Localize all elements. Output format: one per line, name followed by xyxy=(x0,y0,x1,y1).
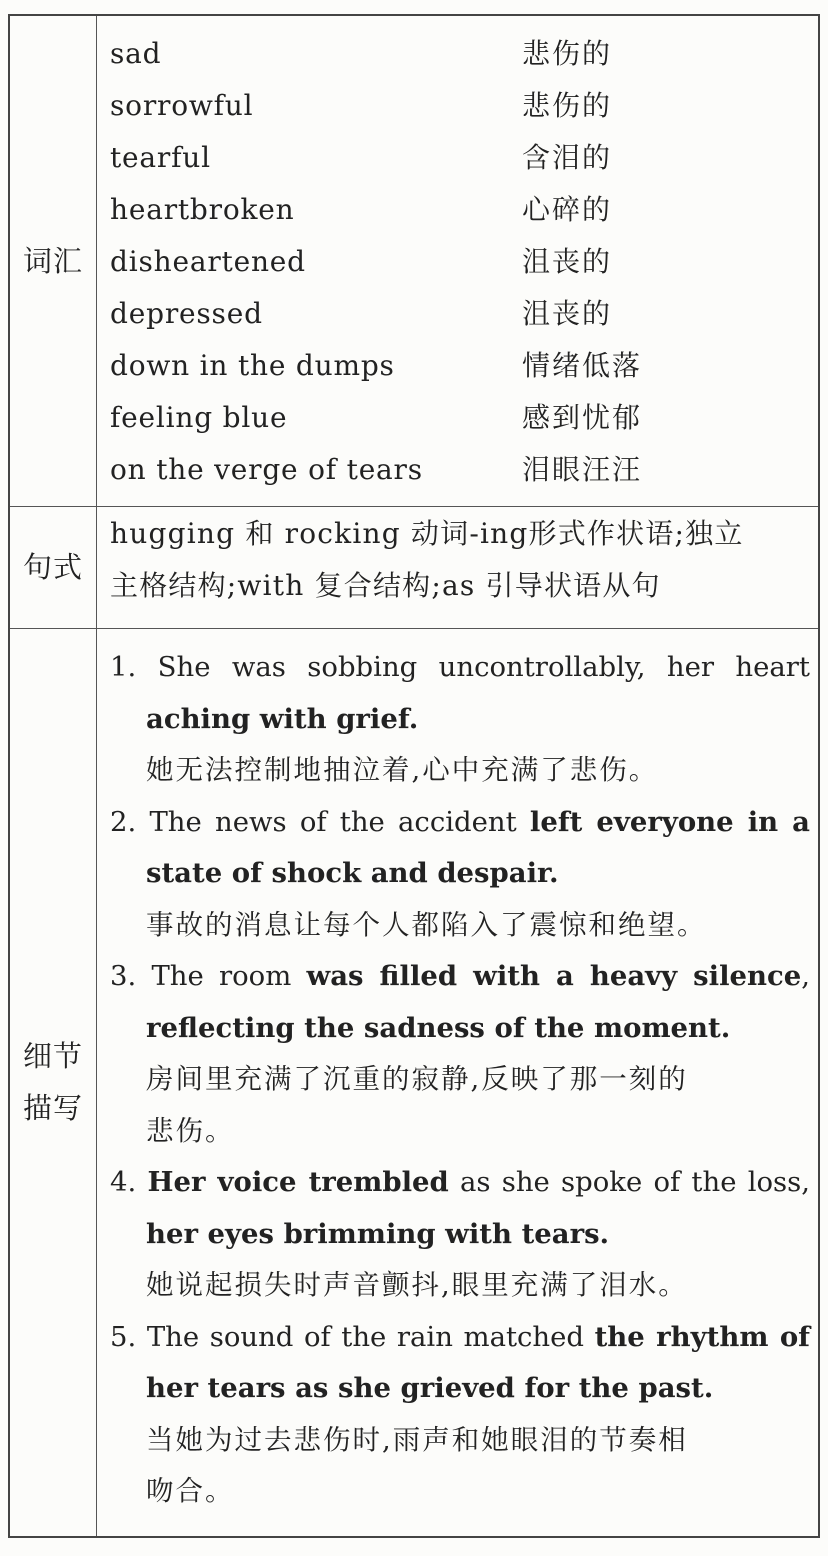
item-number: 5. xyxy=(110,1320,137,1353)
detail-zh-line: 房间里充满了沉重的寂静,反映了那一刻的 xyxy=(146,1063,688,1095)
vocab-chinese: 悲伤的 xyxy=(522,89,613,122)
detail-en-line xyxy=(110,848,810,900)
detail-en-line xyxy=(110,1363,810,1415)
detail-zh-line: 悲伤。 xyxy=(146,1114,235,1147)
item-number: 2. xyxy=(110,805,137,838)
detail-en-line xyxy=(110,694,810,746)
sentence-content xyxy=(96,506,818,628)
detail-zh-line: 吻合。 xyxy=(146,1475,235,1507)
vocab-english: on the verge of tears xyxy=(110,453,423,486)
vocab-chinese: 沮丧的 xyxy=(522,297,613,330)
vocab-english: tearful xyxy=(110,141,211,174)
sentence-row xyxy=(10,506,818,629)
detail-en-line xyxy=(110,642,810,694)
detail-en-line xyxy=(110,1312,810,1364)
detail-zh-line: 事故的消息让每个人都陷入了震惊和绝望。 xyxy=(146,908,707,941)
detail-en-text: , xyxy=(801,960,810,992)
detail-item xyxy=(110,797,810,952)
detail-en-bold: aching with grief. xyxy=(146,702,419,735)
detail-item xyxy=(110,642,810,797)
sentence-line: 主格结构;with 复合结构;as 引导状语从句 xyxy=(110,569,661,602)
detail-label-line: 描写 xyxy=(22,1091,83,1125)
detail-zh-line: 她说起损失时声音颤抖,眼里充满了泪水。 xyxy=(146,1269,688,1301)
detail-en-bold: reflecting the sadness of the moment. xyxy=(146,1011,731,1044)
vocab-english: sorrowful xyxy=(110,89,254,122)
detail-en-text: The news of the accident xyxy=(149,805,530,838)
sentence-label: 句式 xyxy=(10,506,97,628)
detail-en-line xyxy=(110,1003,810,1055)
detail-en-bold: the rhythm of xyxy=(594,1320,810,1353)
detail-en-bold: her tears as she grieved for the past. xyxy=(146,1372,714,1404)
detail-en-line xyxy=(110,797,810,849)
vocab-chinese: 感到忧郁 xyxy=(522,401,643,434)
detail-en-text: The room xyxy=(151,960,307,992)
detail-en-line xyxy=(110,1157,810,1209)
detail-zh-line: 当她为过去悲伤时,雨声和她眼泪的节奏相 xyxy=(146,1423,688,1456)
vocab-content xyxy=(96,16,818,506)
vocab-chinese: 含泪的 xyxy=(522,141,613,174)
sentence-line: hugging 和 rocking 动词-ing形式作状语;独立 xyxy=(110,517,744,550)
detail-row xyxy=(10,628,818,1536)
detail-en-text: The sound of the rain matched xyxy=(146,1320,595,1353)
item-number: 4. xyxy=(110,1166,137,1198)
detail-en-bold: was filled with a heavy silence xyxy=(306,960,802,992)
summary-table xyxy=(8,14,820,1538)
item-number: 1. xyxy=(110,651,137,683)
detail-en-bold: her eyes brimming with tears. xyxy=(146,1217,610,1250)
detail-en-text: She was sobbing uncontrollably, her heart xyxy=(157,651,810,683)
vocab-english: heartbroken xyxy=(110,193,295,226)
vocab-chinese: 心碎的 xyxy=(522,193,613,226)
detail-zh-line: 她无法控制地抽泣着,心中充满了悲伤。 xyxy=(146,754,659,786)
detail-en-bold: state of shock and despair. xyxy=(146,857,559,889)
vocab-chinese: 沮丧的 xyxy=(522,245,613,278)
vocab-english: sad xyxy=(110,37,162,70)
item-number: 3. xyxy=(110,960,137,992)
detail-label xyxy=(10,628,97,1536)
detail-en-bold: left everyone in a xyxy=(529,805,810,838)
detail-en-line xyxy=(110,951,810,1003)
vocab-chinese: 情绪低落 xyxy=(522,349,643,382)
detail-en-line xyxy=(110,1209,810,1261)
vocab-english: down in the dumps xyxy=(110,349,395,382)
detail-item xyxy=(110,1157,810,1312)
vocab-english: feeling blue xyxy=(110,401,288,434)
detail-en-text: as she spoke of the loss, xyxy=(448,1166,811,1198)
detail-item xyxy=(110,1312,810,1518)
detail-en-bold: Her voice trembled xyxy=(147,1166,449,1198)
vocab-chinese: 悲伤的 xyxy=(522,37,613,70)
detail-content xyxy=(96,628,818,1536)
vocab-english: depressed xyxy=(110,297,263,330)
vocab-chinese: 泪眼汪汪 xyxy=(522,453,643,486)
detail-item xyxy=(110,951,810,1157)
vocab-row xyxy=(10,16,818,507)
vocab-label: 词汇 xyxy=(10,16,97,506)
detail-label-line: 细节 xyxy=(22,1039,83,1073)
vocab-english: disheartened xyxy=(110,245,306,278)
